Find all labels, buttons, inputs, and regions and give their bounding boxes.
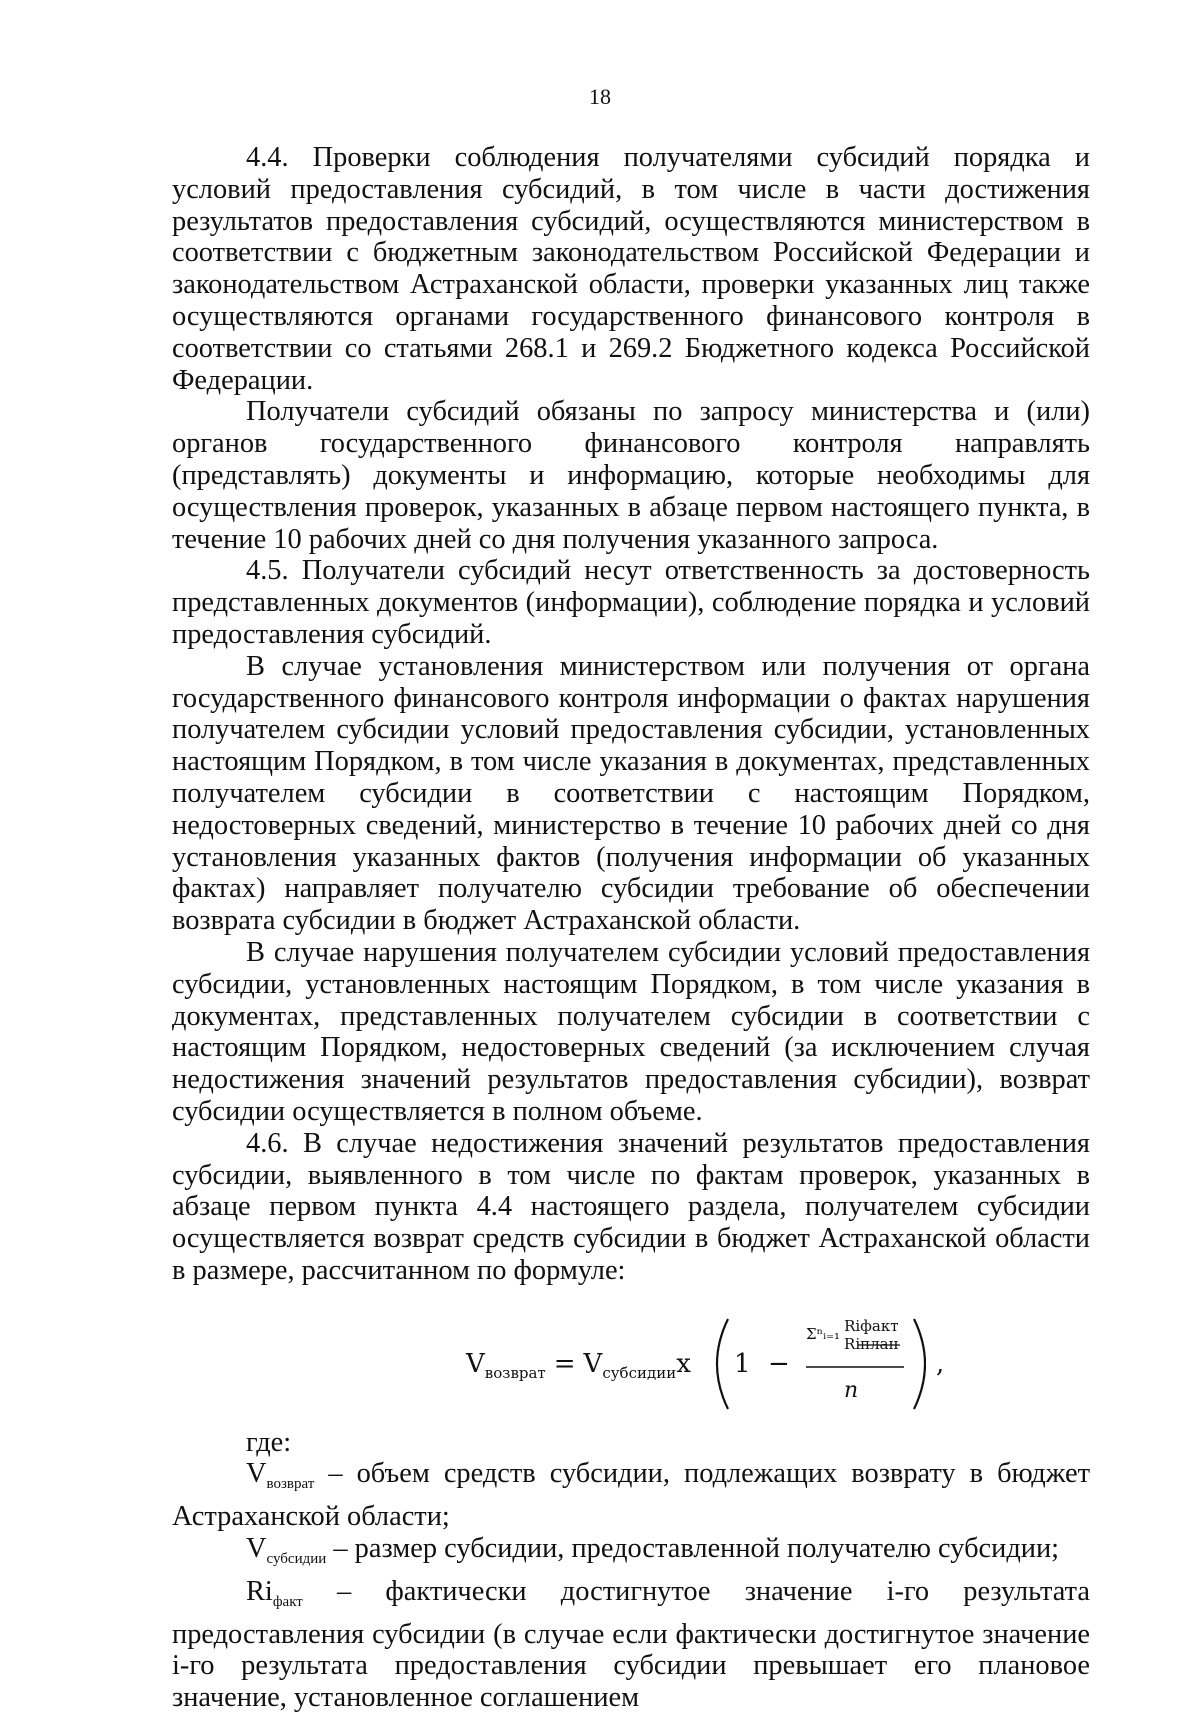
definition-ri-fact-sub: факт (272, 1593, 303, 1610)
formula-v-return-sub: возврат (484, 1363, 546, 1382)
definition-v-return-symbol: V (246, 1458, 267, 1490)
formula-v-subsidy-sub: субсидии (602, 1363, 677, 1382)
definition-ri-fact-text: – фактически достигнутое значение i-го результата предоставления субсидии (в случае если фактически достигнутое значение i-го результата предоставления субсидии превышает его плановое значение, установленное соглашением (172, 1575, 1090, 1714)
formula-v-return: V (466, 1348, 485, 1379)
formula-one: 1 (734, 1348, 751, 1379)
formula-times: x (676, 1348, 691, 1379)
definition-v-return (172, 1458, 1090, 1533)
definition-ri-fact (172, 1576, 1090, 1714)
paragraph-4-5: 4.5. Получатели субсидий несут ответственность за достоверность представленных документов (информации), соблюдение порядка и условий предоставления субсидий. (172, 555, 1090, 650)
definition-v-subsidy (172, 1533, 1090, 1576)
return-formula (466, 1309, 945, 1419)
definition-v-subsidy-symbol: V (246, 1533, 267, 1565)
definition-v-return-text: – объем средств субсидии, подлежащих возврату в бюджет Астраханской области; (172, 1458, 1090, 1533)
definition-v-subsidy-text: – размер субсидии, предоставленной получателю субсидии; (326, 1533, 1060, 1565)
formula-sum: Σⁿᵢ₌₁ (806, 1324, 841, 1343)
where-label: где: (246, 1426, 292, 1458)
formula-comma: , (936, 1348, 945, 1379)
formula-ri-plan: Riплан (844, 1334, 899, 1353)
formula-minus: − (768, 1348, 790, 1379)
page-number: 18 (589, 84, 611, 109)
paragraph-4-6: 4.6. В случае недостижения значений результатов предоставления субсидии, выявленного в том числе по фактам проверок, указанных в абзаце первом пункта 4.4 настоящего раздела, получателем субсидии осуществляется возврат средств субсидии в бюджет Астраханской области в размере, рассчитанном по формуле: (172, 1127, 1090, 1286)
formula-v-subsidy: V (583, 1348, 603, 1379)
definition-v-subsidy-sub: субсидии (266, 1551, 327, 1568)
definition-ri-fact-symbol: Ri (246, 1575, 273, 1607)
formula-ri-fact: Riфакт (844, 1316, 899, 1335)
paragraph-4-5-full-return: В случае нарушения получателем субсидии условий предоставления субсидии, установленных настоящим Порядком, в том числе указания в документах, представленных получателем субсидии в соответствии с настоящим Порядком, недостоверных сведений (за исключением случая недостижения значений результатов предоставления субсидии), возврат субсидии осуществляется в полном объеме. (172, 936, 1090, 1127)
paragraph-4-4: 4.4. Проверки соблюдения получателями субсидий порядка и условий предоставления субсидий, в том числе в части достижения результатов предоставления субсидий, осуществляются министерством в соответствии с бюджетным законодательством Российской Федерации и законодательством Астраханской области, проверки указанных лиц также осуществляются органами государственного финансового контроля в соответствии со статьями 268.1 и 269.2 Бюджетного кодекса Российской Федерации. (172, 142, 1090, 396)
formula-numerator (806, 1317, 899, 1353)
return-formula-block (172, 1303, 1090, 1421)
formula-denominator: n (844, 1377, 859, 1403)
document-body (172, 142, 1090, 1714)
formula-equals: = (553, 1348, 576, 1379)
paragraph-4-4-obligations: Получатели субсидий обязаны по запросу министерства и (или) органов государственного финансового контроля направлять (представлять) документы и информацию, которые необходимы для осуществления проверок, указанных в абзаце первом настоящего пункта, в течение 10 рабочих дней со дня получения указанного запроса. (172, 396, 1090, 555)
definition-v-return-sub: возврат (266, 1476, 315, 1493)
paragraph-4-5-violation-established: В случае установления министерством или получения от органа государственного финансового контроля информации о фактах нарушения получателем субсидии условий предоставления субсидии, установленных настоящим Порядком, в том числе указания в документах, представленных получателем субсидии в соответствии с настоящим Порядком, недостоверных сведений, министерство в течение 10 рабочих дней со дня установления указанных фактов (получения информации об указанных фактах) направляет получателю субсидии требование об обеспечении возврата субсидии в бюджет Астраханской области. (172, 650, 1090, 937)
